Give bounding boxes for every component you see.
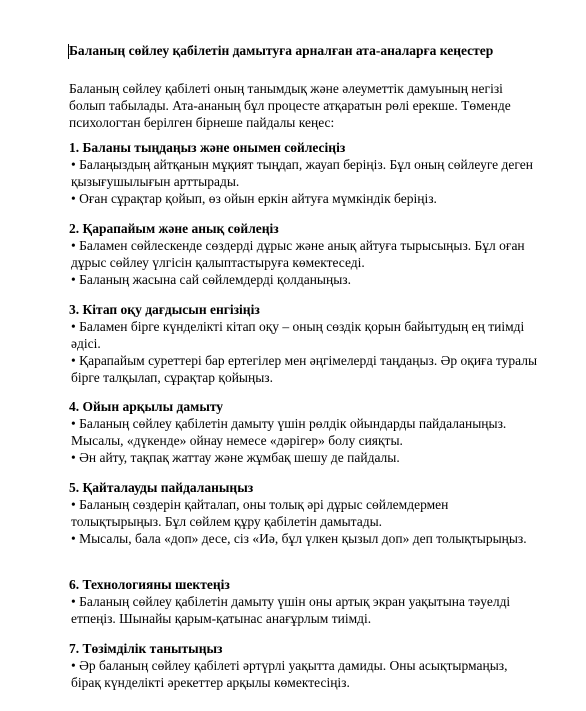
section-title: 1. Баланы тыңдаңыз және онымен сөйлесіңіз bbox=[69, 140, 346, 155]
section-title: 2. Қарапайым және анық сөйлеңіз bbox=[69, 221, 279, 236]
intro-paragraph: Баланың сөйлеу қабілеті оның танымдық және әлеуметтік дамуының негізі болып табылады. Ата-ананың бұл процесте атқаратын рөлі ерекше. Төменде психологтан берілген бірнеше пайдалы кеңес: bbox=[69, 81, 511, 130]
list-item: • Әр баланың сөйлеу қабілеті әртүрлі уақытта дамиды. Оны асықтырмаңыз, бірақ күнделікті әрекеттер арқылы көмектесіңіз. bbox=[71, 658, 508, 690]
list-item: • Баланың жасына сай сөйлемдерді қолданыңыз. bbox=[71, 272, 351, 287]
list-item: • Баланың сөйлеу қабілетін дамыту үшін оны артық экран уақытына тәуелді етпеңіз. Шынайы қарым-қатынас анағұрлым тиімді. bbox=[71, 594, 511, 626]
list-item: • Баланың сөйлеу қабілетін дамыту үшін рөлдік ойындарды пайдаланыңыз. Мысалы, «дүкенде» ойнау немесе «дәрігер» болу сияқты. bbox=[71, 416, 507, 448]
section-title: 6. Технологияны шектеңіз bbox=[69, 577, 230, 592]
list-item: • Баламен бірге күнделікті кітап оқу – оның сөздік қорын байытудың ең тиімді әдісі. bbox=[71, 319, 525, 351]
section-5 bbox=[69, 479, 539, 547]
section-title: 4. Ойын арқылы дамыту bbox=[69, 399, 224, 414]
list-item: • Қарапайым суреттері бар ертегілер мен әңгімелерді таңдаңыз. Әр оқиға туралы бірге талқылап, сұрақтар қойыңыз. bbox=[71, 353, 538, 385]
section-6 bbox=[69, 576, 539, 627]
list-item: • Балаңыздың айтқанын мұқият тыңдап, жауап беріңіз. Бұл оның сөйлеуге деген қызығушылығын арттырады. bbox=[71, 157, 533, 189]
section-title: 5. Қайталауды пайдаланыңыз bbox=[69, 480, 254, 495]
section-title: 3. Кітап оқу дағдысын енгізіңіз bbox=[69, 302, 260, 317]
section-3 bbox=[69, 301, 539, 386]
list-item: • Баланың сөздерін қайталап, оны толық әрі дұрыс сөйлемдермен толықтырыңыз. Бұл сөйлем құру қабілетін дамытады. bbox=[71, 497, 449, 529]
list-item: • Оған сұрақтар қойып, өз ойын еркін айтуға мүмкіндік беріңіз. bbox=[71, 191, 437, 206]
list-item: • Ән айту, тақпақ жаттау және жұмбақ шешу де пайдалы. bbox=[71, 450, 400, 465]
list-item: • Баламен сөйлескенде сөздерді дұрыс және анық айтуға тырысыңыз. Бұл оған дұрыс сөйлеу үлгісін қалыптастыруға көмектеседі. bbox=[71, 238, 525, 270]
section-1 bbox=[69, 139, 539, 207]
section-7 bbox=[69, 640, 539, 691]
section-4 bbox=[69, 398, 539, 466]
section-title: 7. Төзімділік танытыңыз bbox=[69, 641, 223, 656]
document-title: Баланың сөйлеу қабілетін дамытуға арналған ата-аналарға кеңестер bbox=[69, 43, 494, 58]
section-2 bbox=[69, 220, 539, 288]
list-item: • Мысалы, бала «доп» десе, сіз «Иә, бұл үлкен қызыл доп» деп толықтырыңыз. bbox=[71, 531, 527, 546]
